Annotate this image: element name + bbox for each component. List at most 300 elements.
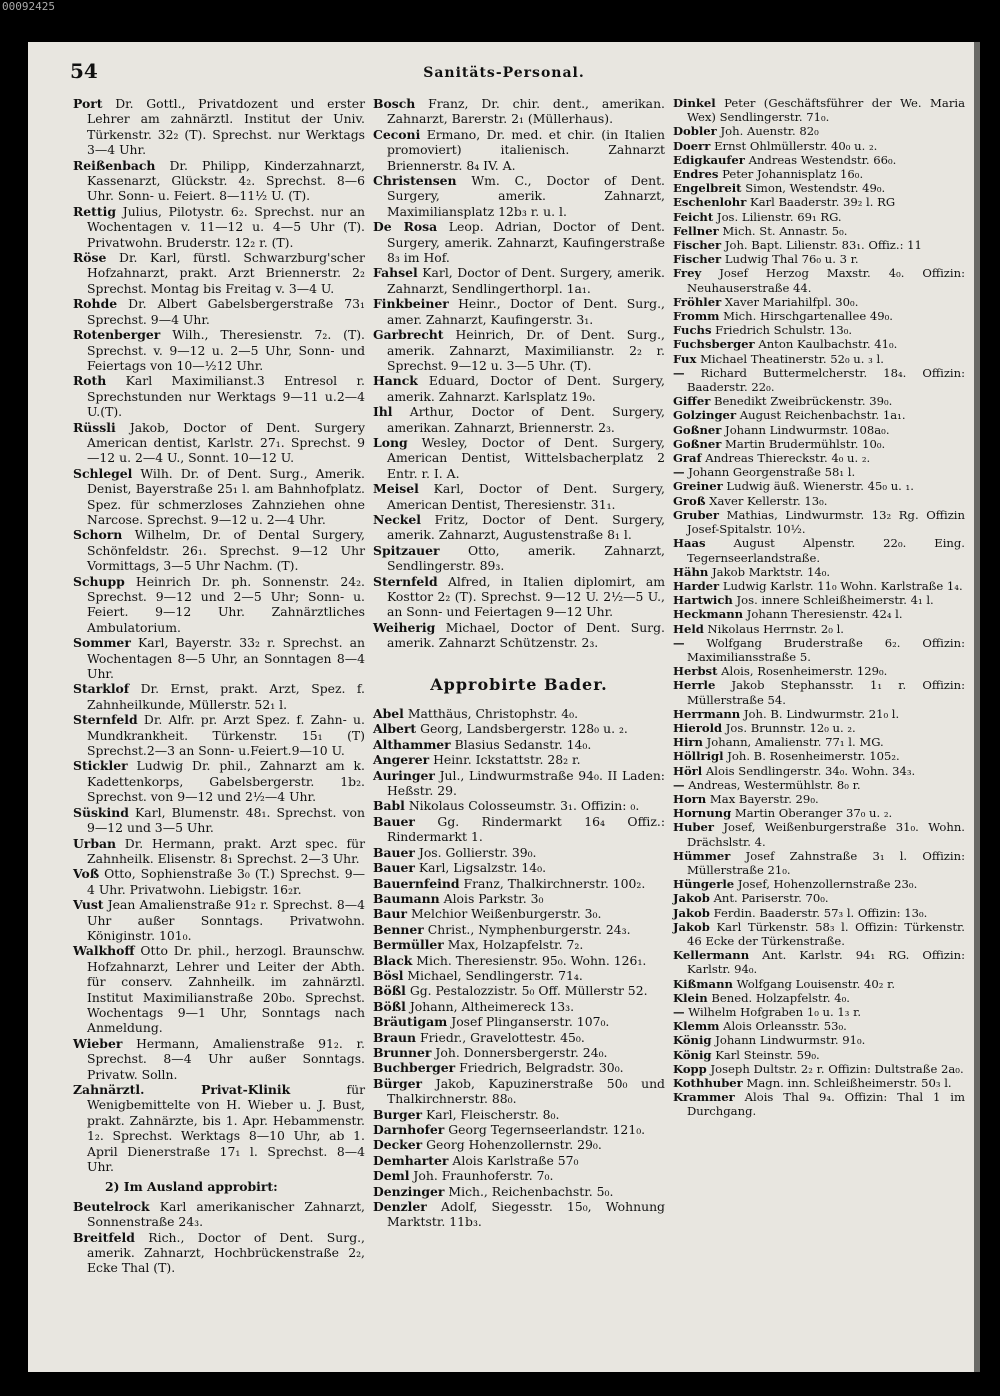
directory-entry — [73, 96, 365, 158]
entry-details: Ludwig Thal 76₀ u. 3 r. — [724, 252, 859, 267]
entry-details: Heinrich Dr. ph. Sonnenstr. 24₂. Sprechst. 9—12 und 2—5 Uhr; Sonn- u. Feiert. 9—12 Uhr. Zahnärztliches Ambulatorium. — [87, 573, 365, 635]
entry-details: Ludwig Karlstr. 11₀ Wohn. Karlstraße 1₄. — [722, 578, 963, 593]
entry-details: Friedrich Schulstr. 13₀. — [715, 323, 853, 338]
entry-name: De Rosa — [373, 219, 438, 235]
entry-details: Ant. Karlstr. 94₁ RG. Offizin: Karlstr. 94₀. — [687, 948, 965, 977]
page-edge — [974, 42, 980, 1372]
directory-entry — [73, 250, 365, 296]
directory-entry — [673, 764, 965, 778]
entry-details: Johann, Altheimereck 13₃. — [409, 998, 575, 1014]
entry-details: Heinrich, Dr. of Dent. Surg., amerik. Zahnarzt, Maximilianstr. 2₂ r. Sprechst. 9—12 u. 3—5 Uhr. (T). — [387, 327, 665, 373]
directory-entry — [673, 593, 965, 607]
entry-name: Brunner — [373, 1044, 432, 1060]
entry-details: für Wenigbemittelte von H. Wieber u. J. Bust, prakt. Zahnärzte, bis 1. Apr. Hebammenstr. 1₂. Sprechst. Werktags 8—10 Uhr, ab 1. April Dienerstraße 17₁ l. Sprechst. 8—4 Uhr. — [87, 1082, 365, 1175]
entry-details: Alois, Rosenheimerstr. 129₀. — [721, 664, 888, 679]
directory-entry — [373, 1045, 665, 1060]
entry-name: Bösl — [373, 967, 404, 983]
entry-name: Herbst — [673, 664, 718, 679]
entry-name: Kopp — [673, 1061, 707, 1076]
directory-entry — [673, 238, 965, 252]
entry-name: Benner — [373, 921, 424, 937]
entry-details: Peter Johannisplatz 16₀. — [722, 167, 864, 182]
directory-entry — [373, 1060, 665, 1075]
entry-details: Mathias, Lindwurmstr. 13₂ Rg. Offizin Josef-Spitalstr. 10½. — [687, 507, 965, 537]
entry-details: Rich., Doctor of Dent. Surg., amerik. Zahnarzt, Hochbrückenstraße 2₂, Ecke Thal (T). — [87, 1229, 365, 1276]
entry-details: Georg, Landsbergerstr. 128₀ u. ₂. — [420, 721, 628, 737]
directory-entry — [673, 778, 965, 792]
directory-entry — [673, 622, 965, 636]
entry-name: Stickler — [73, 758, 128, 774]
directory-entry — [373, 512, 665, 543]
directory-entry — [73, 296, 365, 327]
entry-name: König — [673, 1047, 712, 1062]
entry-name: Dinkel — [673, 96, 716, 110]
directory-entry — [673, 337, 965, 351]
entry-details: Xaver Kellerstr. 13₀. — [709, 493, 828, 508]
entry-name: Angerer — [373, 752, 430, 768]
subsection-heading: 2) Im Ausland approbirt: — [105, 1179, 278, 1195]
directory-entry — [673, 877, 965, 891]
entry-name: Darnhofer — [373, 1122, 445, 1137]
entry-name: Bürger — [373, 1075, 423, 1091]
entry-name: Huber — [673, 820, 714, 835]
entry-name: Bauernfeind — [373, 875, 460, 891]
entry-name: — — [673, 365, 685, 380]
entry-details: Wolfgang Bruderstraße 6₂. Offizin: Maximiliansstraße 5. — [687, 635, 966, 664]
directory-entry — [373, 296, 665, 327]
entry-name: Herrmann — [673, 706, 741, 721]
entry-details: Johann Lindwurmstr. 108a₀. — [725, 422, 890, 437]
directory-entry — [373, 327, 665, 373]
entry-details: Gg. Pestalozzistr. 5₀ Off. Müllerstr 52. — [409, 983, 648, 999]
entry-name: Hirn — [673, 735, 703, 750]
directory-entry — [73, 1230, 365, 1276]
directory-entry — [73, 943, 365, 1035]
entry-details: Christ., Nymphenburgerstr. 24₃. — [427, 921, 631, 937]
entry-name: — — [673, 635, 685, 650]
directory-entry — [673, 408, 965, 422]
entry-name: Spitzauer — [373, 542, 440, 558]
entry-name: Abel — [373, 706, 404, 722]
directory-entry — [673, 139, 965, 153]
directory-entry — [373, 937, 665, 952]
entry-name: Althammer — [373, 736, 451, 752]
directory-entry — [673, 195, 965, 209]
entry-name: Braun — [373, 1029, 417, 1045]
entry-details: Johann Georgenstraße 58₁ l. — [688, 465, 856, 480]
entry-name: Bauer — [373, 844, 415, 860]
directory-entry — [673, 423, 965, 437]
directory-entry — [673, 167, 965, 181]
entry-name: — — [673, 1005, 685, 1019]
directory-entry — [673, 1033, 965, 1047]
page-number: 54 — [70, 59, 98, 83]
entry-details: Johann Lindwurmstr. 91₀. — [715, 1033, 866, 1048]
entry-details: Jul., Lindwurmstraße 94₀. II Laden: Heßstr. 29. — [387, 767, 665, 799]
entry-name: Frey — [673, 266, 702, 281]
entry-details: Xaver Mariahilfpl. 30₀. — [724, 294, 859, 309]
entry-details: Dr. Gottl., Privatdozent und erster Lehrer am zahnärztl. Institut der Univ. Türkenstr. 32₂ (T). Sprechst. nur Werktags 3—4 Uhr. — [87, 96, 365, 158]
entry-name: Albert — [373, 721, 417, 737]
entry-details: Dr. Hermann, prakt. Arzt spec. für Zahnheilk. Elisenstr. 8₁ Sprechst. 2—3 Uhr. — [87, 835, 365, 866]
directory-entry — [673, 479, 965, 493]
entry-details: Alois Sendlingerstr. 34₀. Wohn. 34₃. — [705, 763, 916, 778]
entry-name: Port — [73, 96, 103, 111]
entry-name: Hierold — [673, 720, 723, 735]
directory-entry — [673, 437, 965, 451]
entry-name: Kothhuber — [673, 1076, 743, 1091]
entry-details: Friedrich, Belgradstr. 30₀. — [459, 1060, 624, 1076]
entry-name: Weiherig — [373, 619, 436, 635]
entry-details: Alfred, in Italien diplomirt, am Kosttor 2₂ (T). Sprechst. 9—12 U. 2½—5 U., an Sonn- und Feiertagen 9—12 Uhr. — [387, 573, 665, 620]
directory-entry — [373, 219, 665, 265]
directory-entry — [673, 266, 965, 294]
entry-details: Otto, amerik. Zahnarzt, Sendlingerstr. 89₃. — [387, 542, 665, 574]
entry-details: Dr. Philipp, Kinderzahnarzt, Kassenarzt, Glückstr. 4₂. Sprechst. 8—6 Uhr. Sonn- u. Feiert. 8—11½ U. (T). — [87, 157, 365, 204]
directory-entry — [673, 309, 965, 323]
entry-details: Jakob Stephansstr. 1₁ r. Offizin: Müllerstraße 54. — [687, 678, 965, 707]
directory-entry — [673, 991, 965, 1005]
directory-entry — [373, 1030, 665, 1045]
entry-name: Fischer — [673, 252, 722, 267]
entry-details: Karl, Doctor of Dent. Surgery, amerik. Zahnarzt, Sendlingerthorpl. 1a₁. — [387, 265, 665, 296]
entry-details: Joseph Dultstr. 2₂ r. Offizin: Dultstraße 2a₀. — [710, 1061, 964, 1076]
entry-name: Rüssli — [73, 419, 116, 435]
entry-name: Schlegel — [73, 465, 133, 481]
section-heading: Approbirte Bader. — [430, 674, 608, 694]
directory-entry — [673, 224, 965, 238]
directory-entry — [73, 681, 365, 712]
directory-entry — [673, 948, 965, 976]
entry-name: Jakob — [673, 891, 710, 906]
entry-details: Simon, Westendstr. 49₀. — [745, 181, 886, 196]
entry-name: Deml — [373, 1168, 410, 1184]
entry-name: König — [673, 1033, 712, 1048]
directory-entry — [73, 204, 365, 250]
entry-details: Friedr., Gravelottestr. 45₀. — [420, 1029, 585, 1045]
entry-name: Süskind — [73, 804, 129, 820]
entry-details: Josef, Hohenzollernstraße 23₀. — [737, 877, 918, 892]
entry-details: Magn. inn. Schleißheimerstr. 50₃ l. — [746, 1076, 952, 1091]
entry-name: Demharter — [373, 1152, 449, 1168]
directory-entry — [373, 798, 665, 813]
entry-name: Babl — [373, 798, 405, 814]
entry-details: Leop. Adrian, Doctor of Dent. Surgery, amerik. Zahnarzt, Kaufingerstraße 8₃ im Hof. — [387, 219, 665, 266]
entry-details: Julius, Pilotystr. 6₂. Sprechst. nur an Wochentagen v. 11—12 u. 4—5 Uhr (T). Privatwohn. Bruderstr. 12₂ r. (T). — [87, 203, 365, 250]
entry-name: Klemm — [673, 1019, 720, 1034]
entry-details: Karl amerikanischer Zahnarzt, Sonnenstraße 24₃. — [87, 1198, 365, 1230]
entry-details: Max, Holzapfelstr. 7₂. — [447, 937, 584, 953]
entry-name: Bosch — [373, 96, 416, 111]
entry-name: Zahnärztl. Privat-Klinik — [73, 1082, 291, 1097]
directory-entry — [373, 922, 665, 937]
entry-name: Baur — [373, 906, 408, 922]
entry-details: Karl, Fleischerstr. 8₀. — [426, 1106, 560, 1122]
directory-entry — [673, 664, 965, 678]
entry-name: Baumann — [373, 890, 440, 906]
entry-details: Wolfgang Louisenstr. 40₂ r. — [736, 976, 896, 991]
directory-entry — [373, 1076, 665, 1107]
directory-entry — [673, 465, 965, 479]
directory-entry — [373, 706, 665, 721]
column-1 — [73, 96, 365, 1276]
directory-entry — [373, 1137, 665, 1152]
entry-name: Fahsel — [373, 265, 418, 281]
entry-details: Joh. Bapt. Lilienstr. 83₁. Offiz.: 11 — [724, 238, 922, 253]
entry-details: Wilhelm, Dr. of Dental Surgery, Schönfeldstr. 26₁. Sprechst. 9—12 Uhr Vormittags, 3—5 Uhr Nachm. (T). — [87, 527, 365, 574]
entry-details: Johann Theresienstr. 42₄ l. — [746, 607, 903, 622]
entry-name: Voß — [73, 866, 100, 882]
entry-details: Gg. Rindermarkt 16₄ Offiz.: Rindermarkt 1. — [387, 813, 665, 845]
directory-entry — [673, 366, 965, 394]
entry-details: Jakob, Kapuzinerstraße 50₀ und Thalkirchnerstr. 88₀. — [387, 1075, 665, 1107]
entry-name: Reißenbach — [73, 157, 156, 173]
entry-details: Josef Zahnstraße 3₁ l. Offizin: Müllerstraße 21₀. — [687, 848, 965, 877]
entry-details: Ermano, Dr. med. et chir. (in Italien promoviert) italienisch. Zahnarzt Briennerstr. 8₄ IV. A. — [387, 126, 665, 173]
entry-name: Bauer — [373, 813, 415, 829]
directory-entry — [373, 737, 665, 752]
running-header: Sanitäts-Personal. — [423, 65, 585, 81]
entry-name: Heckmann — [673, 607, 744, 622]
directory-entry — [373, 876, 665, 891]
directory-entry — [373, 481, 665, 512]
entry-details: Wesley, Doctor of Dent. Surgery, American Dentist, Wittelsbacherplatz 2 Entr. r. I. A. — [387, 434, 665, 481]
entry-name: Harder — [673, 578, 720, 593]
entry-name: Sommer — [73, 635, 131, 651]
directory-entry — [673, 920, 965, 948]
entry-name: Haas — [673, 536, 706, 551]
directory-entry — [673, 153, 965, 167]
entry-name: Hähn — [673, 564, 709, 579]
entry-name: Jakob — [673, 905, 710, 920]
entry-name: Goßner — [673, 436, 722, 451]
entry-details: Dr. Karl, fürstl. Schwarzburg'scher Hofzahnarzt, prakt. Arzt Briennerstr. 2₂ Sprechst. Montag bis Freitag v. 3—4 U. — [87, 250, 365, 296]
directory-entry — [373, 953, 665, 968]
directory-entry — [373, 1122, 665, 1137]
entry-details: Alois Parkstr. 3₀ — [443, 890, 544, 906]
entry-details: Joh. B. Lindwurmstr. 21₀ l. — [743, 706, 900, 721]
directory-entry — [373, 768, 665, 799]
directory-entry — [673, 849, 965, 877]
directory-entry — [673, 565, 965, 579]
entry-name: Ihl — [373, 404, 393, 420]
entry-name: Roth — [73, 373, 107, 389]
entry-details: Karl Baaderstr. 39₂ l. RG — [750, 195, 896, 210]
directory-entry — [73, 527, 365, 573]
entry-name: Schupp — [73, 573, 125, 589]
directory-entry — [673, 508, 965, 536]
entry-name: Hümmer — [673, 848, 731, 863]
entry-details: Karl Maximilianst.3 Entresol r. Sprechstunden nur Werktags 9—11 u.2—4 U.(T). — [87, 373, 365, 420]
entry-details: Joh. Donnersbergerstr. 24₀. — [435, 1044, 608, 1060]
entry-details: Otto, Sophienstraße 3₀ (T.) Sprechst. 9—4 Uhr. Privatwohn. Liebigstr. 16₂r. — [87, 866, 365, 897]
entry-name: Klein — [673, 990, 708, 1005]
entry-details: Hermann, Amalienstraße 91₂. r. Sprechst. 8—4 Uhr außer Sonntags. Privatw. Solln. — [87, 1035, 365, 1082]
directory-entry — [73, 866, 365, 897]
entry-name: — — [673, 465, 685, 480]
directory-entry — [673, 451, 965, 465]
directory-page — [28, 42, 980, 1372]
entry-name: Kellermann — [673, 948, 750, 963]
column-3 — [673, 96, 965, 1119]
entry-name: Goßner — [673, 422, 722, 437]
entry-name: Herrle — [673, 678, 716, 693]
entry-details: Mich. St. Annastr. 5₀. — [722, 223, 848, 238]
entry-name: Starklof — [73, 681, 130, 697]
entry-name: Denzler — [373, 1199, 427, 1215]
entry-details: Dr. Alfr. pr. Arzt Spez. f. Zahn- u. Mundkrankheit. Türkenstr. 15₁ (T) Sprechst.2—3 an Sonn- u.Feiert.9—10 U. — [87, 712, 365, 759]
entry-details: Joh. B. Rosenheimerstr. 105₂. — [727, 749, 900, 764]
directory-entry — [373, 574, 665, 620]
entry-name: Doerr — [673, 138, 711, 153]
directory-entry — [73, 836, 365, 867]
directory-entry — [673, 352, 965, 366]
entry-name: Jakob — [673, 919, 710, 934]
entry-name: Walkhoff — [73, 943, 135, 959]
directory-entry — [73, 373, 365, 419]
entry-name: Held — [673, 621, 704, 636]
entry-details: Franz, Dr. chir. dent., amerikan. Zahnarzt, Barerstr. 2₁ (Müllerhaus). — [387, 96, 665, 127]
directory-entry — [73, 574, 365, 636]
entry-name: Schorn — [73, 527, 123, 543]
entry-details: Wilh., Theresienstr. 7₂. (T). Sprechst. v. 9—12 u. 2—5 Uhr, Sonn- und Feiertags von 10—½12 Uhr. — [87, 327, 365, 373]
entry-name: Engelbreit — [673, 181, 742, 196]
entry-details: Jakob Marktstr. 14₀. — [712, 564, 831, 579]
directory-entry — [373, 1014, 665, 1029]
entry-details: Peter (Geschäftsführer der We. Maria Wex) Sendlingerstr. 71₀. — [687, 96, 965, 125]
directory-entry — [673, 494, 965, 508]
entry-details: Andreas Westendstr. 66₀. — [748, 152, 897, 167]
column-2 — [373, 96, 665, 1230]
directory-entry — [373, 404, 665, 435]
entry-details: Mich. Theresienstr. 95₀. Wohn. 126₁. — [416, 952, 647, 968]
entry-details: Jos. Lilienstr. 69₁ RG. — [716, 209, 842, 224]
directory-entry — [673, 977, 965, 991]
entry-name: Horn — [673, 791, 707, 806]
directory-entry — [673, 1019, 965, 1033]
entry-details: Michael Theatinerstr. 52₀ u. ₃ l. — [700, 351, 884, 366]
entry-details: Alois Orleansstr. 53₀. — [723, 1019, 847, 1034]
entry-details: August Reichenbachstr. 1a₁. — [739, 408, 906, 423]
entry-name: Black — [373, 952, 413, 968]
directory-entry — [73, 1082, 365, 1174]
entry-name: Bößl — [373, 998, 406, 1014]
entry-name: Ceconi — [373, 126, 421, 142]
entry-details: Jos. Gollierstr. 39₀. — [418, 844, 537, 860]
entry-details: Josef, Weißenburgerstraße 31₀. Wohn. Drächslstr. 4. — [687, 820, 965, 849]
entry-name: Urban — [73, 835, 117, 851]
entry-details: Fritz, Doctor of Dent. Surgery, amerik. Zahnarzt, Augustenstraße 8₁ l. — [387, 511, 665, 543]
directory-entry — [373, 1107, 665, 1122]
entry-details: Ferdin. Baaderstr. 57₃ l. Offizin: 13₀. — [713, 905, 928, 920]
directory-entry — [373, 435, 665, 481]
entry-name: Rotenberger — [73, 327, 161, 343]
directory-entry — [673, 96, 965, 124]
directory-entry — [673, 181, 965, 195]
entry-name: Christensen — [373, 173, 457, 189]
entry-name: Fröhler — [673, 294, 722, 309]
directory-entry — [673, 820, 965, 848]
entry-name: Kißmann — [673, 976, 733, 991]
directory-entry — [73, 805, 365, 836]
directory-entry — [373, 968, 665, 983]
entry-name: Decker — [373, 1137, 423, 1153]
directory-entry — [673, 806, 965, 820]
entry-name: Bößl — [373, 983, 406, 999]
entry-name: Golzinger — [673, 408, 737, 423]
directory-entry — [373, 860, 665, 875]
directory-entry — [373, 845, 665, 860]
entry-details: Ludwig Dr. phil., Zahnarzt am k. Kadettenkorps, Gabelsbergerstr. 1b₂. Sprechst. von 9—12 und 2½—4 Uhr. — [87, 758, 365, 805]
entry-details: Melchior Weißenburgerstr. 3₀. — [411, 906, 602, 922]
entry-details: Matthäus, Christophstr. 4₀. — [407, 706, 579, 722]
directory-entry — [373, 999, 665, 1014]
entry-name: Meisel — [373, 481, 419, 497]
directory-entry — [73, 1199, 365, 1230]
entry-details: Eduard, Doctor of Dent. Surgery, amerik. Zahnarzt. Karlsplatz 19₀. — [387, 373, 665, 404]
entry-name: Garbrecht — [373, 327, 444, 343]
entry-details: Josef Herzog Maxstr. 4₀. Offizin: Neuhauserstraße 44. — [687, 266, 965, 295]
entry-name: Hornung — [673, 806, 732, 821]
entry-details: Jakob, Doctor of Dent. Surgery American dentist, Karlstr. 27₁. Sprechst. 9—12 u. 2—4 U., Sonnt. 10—12 U. — [87, 419, 365, 466]
entry-details: Adolf, Siegesstr. 15₀, Wohnung Marktstr. 11b₃. — [387, 1199, 665, 1230]
entry-name: Greiner — [673, 479, 723, 494]
entry-details: Heinr. Ickstattstr. 28₂ r. — [433, 752, 581, 768]
entry-details: Benedikt Zweibrückenstr. 39₀. — [714, 394, 893, 409]
entry-name: Hüngerle — [673, 877, 735, 892]
entry-details: Arthur, Doctor of Dent. Surgery, amerikan. Zahnarzt, Briennerstr. 2₃. — [387, 404, 665, 435]
directory-entry — [673, 749, 965, 763]
entry-name: Fromm — [673, 309, 720, 324]
entry-name: Beutelrock — [73, 1198, 150, 1214]
entry-details: Dr. Ernst, prakt. Arzt, Spez. f. Zahnheilkunde, Müllerstr. 52₁ l. — [87, 681, 365, 712]
entry-details: Karl, Doctor of Dent. Surgery, American Dentist, Theresienstr. 31₁. — [387, 481, 665, 512]
entry-details: Ant. Pariserstr. 70₀. — [713, 891, 829, 906]
entry-name: Rettig — [73, 203, 116, 219]
entry-details: Joh. Fraunhoferstr. 7₀. — [413, 1168, 554, 1184]
entry-name: Sternfeld — [73, 712, 138, 728]
directory-entry — [673, 906, 965, 920]
entry-name: Giffer — [673, 394, 711, 409]
entry-name: Bermüller — [373, 937, 444, 953]
directory-entry — [673, 1005, 965, 1019]
directory-entry — [373, 173, 665, 219]
entry-name: Rohde — [73, 296, 118, 312]
entry-details: Johann, Amalienstr. 77₁ l. MG. — [706, 735, 884, 750]
entry-details: Joh. Auenstr. 82₀ — [720, 124, 819, 139]
entry-name: Auringer — [373, 767, 435, 783]
directory-entry — [673, 707, 965, 721]
entry-details: Anton Kaulbachstr. 41₀. — [758, 337, 898, 352]
entry-details: Franz, Thalkirchnerstr. 100₂. — [463, 875, 646, 891]
directory-entry — [373, 983, 665, 998]
entry-details: Josef Plinganserstr. 107₀. — [451, 1014, 610, 1030]
entry-name: Endres — [673, 167, 719, 182]
entry-name: Vust — [73, 897, 104, 913]
directory-entry — [673, 579, 965, 593]
scan-id-label: 00092425 — [2, 0, 55, 13]
directory-entry — [673, 792, 965, 806]
entry-name: Eschenlohr — [673, 195, 747, 210]
entry-details: Ernst Ohlmüllerstr. 40₀ u. ₂. — [714, 138, 878, 153]
directory-entry — [673, 1076, 965, 1090]
directory-entry — [373, 127, 665, 173]
entry-details: Jos. Brunnstr. 12₀ u. ₂. — [725, 720, 856, 735]
directory-entry — [673, 1048, 965, 1062]
directory-entry — [373, 1168, 665, 1183]
entry-details: Dr. Albert Gabelsbergerstraße 73₁ Sprechst. 9—4 Uhr. — [87, 296, 365, 327]
directory-entry — [373, 373, 665, 404]
